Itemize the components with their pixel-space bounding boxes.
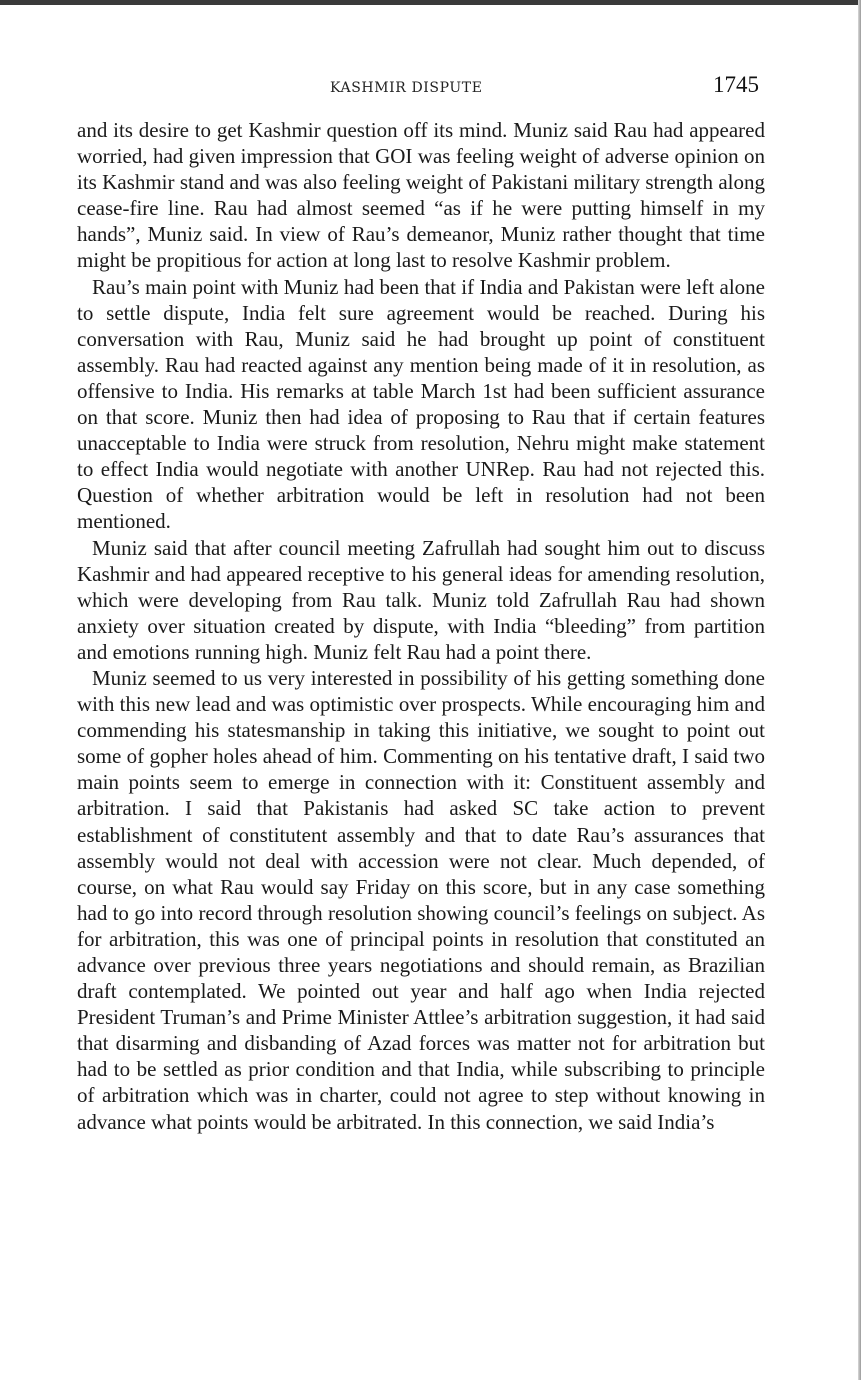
paragraph-4: Muniz seemed to us very interested in possibility of his getting something done with this new lead and was optimistic over prospects. While encouraging him and commending his statesmanship in taking this initiative, we sought to point out some of gopher holes ahead of him. Commenting on his tentative draft, I said two main points seem to emerge in connection with it: Constituent assembly and arbitration. I said that Pakistanis had asked SC take action to prevent establishment of constitutent assembly and that to date Rau’s assurances that assembly would not deal with accession were not clear. Much depended, of course, on what Rau would say Friday on this score, but in any case something had to go into record through resolution showing council’s feelings on subject. As for arbitration, this was one of principal points in resolution that constituted an advance over previous three years negotiations and should remain, as Brazilian draft contemplated. We pointed out year and half ago when India rejected President Truman’s and Prime Minister Attlee’s arbitration suggestion, it had said that disarming and disbanding of Azad forces was matter not for arbitration but had to be settled as prior condition and that India, while subscribing to principle of arbitration which was in charter, could not agree to step without knowing in advance what points would be arbitrated. In this connection, we said India’s [77,665,765,1134]
paragraph-1: and its desire to get Kashmir question off its mind. Muniz said Rau had appeared worried, had given impression that GOI was feeling weight of adverse opinion on its Kashmir stand and was also feeling weight of Pakistani military strength along cease-fire line. Rau had almost seemed “as if he were putting himself in my hands”, Muniz said. In view of Rau’s demeanor, Muniz rather thought that time might be propitious for action at long last to resolve Kashmir problem. [77,118,765,273]
scan-edge-top [0,0,861,5]
paragraph-3: Muniz said that after council meeting Zafrullah had sought him out to discuss Kashmir and had appeared receptive to his general ideas for amending resolution, which were developing from Rau talk. Muniz told Zafrullah Rau had shown anxiety over situation created by dispute, with India “bleeding” from partition and emotions running high. Muniz felt Rau had a point there. [77,535,765,664]
running-head: KASHMIR DISPUTE [330,80,483,96]
page-number: 1745 [713,72,759,97]
page-header [0,72,861,108]
paragraph-2: Rau’s main point with Muniz had been that if India and Pakistan were left alone to settle dispute, India felt sure agreement would be reached. During his conversation with Rau, Muniz said he had brought up point of constituent assembly. Rau had reacted against any mention being made of it in resolution, as offensive to India. His remarks at table March 1st had been sufficient assurance on that score. Muniz then had idea of proposing to Rau that if certain features unacceptable to India were struck from resolution, Nehru might make statement to effect India would negotiate with another UNRep. Rau had not rejected this. Question of whether arbitration would be left in resolution had not been mentioned. [77,274,765,534]
document-body [77,117,765,1135]
